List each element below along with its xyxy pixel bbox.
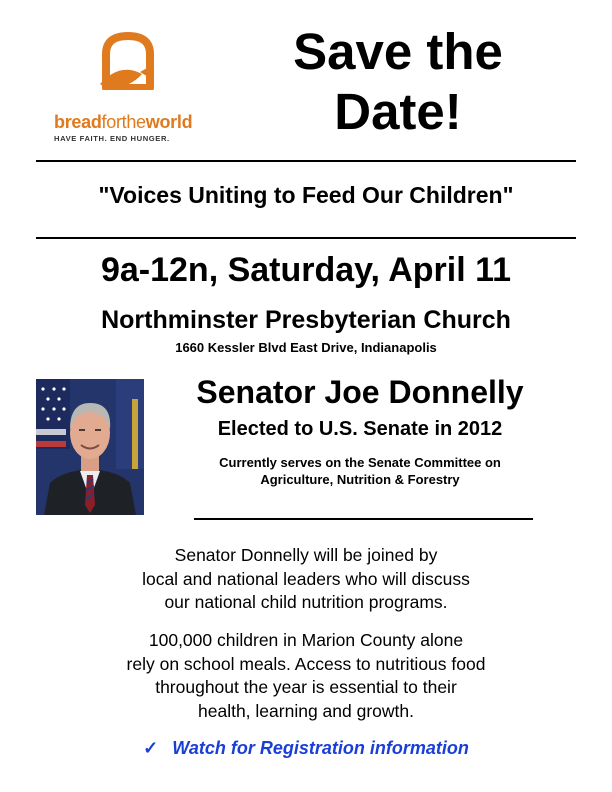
registration-notice-label: Watch for Registration information [172,738,469,758]
registration-notice [60,738,552,759]
paragraph-leaders-line-3: our national child nutrition programs. [164,592,448,612]
paragraph-leaders-line-1: Senator Donnelly will be joined by [174,545,438,565]
paragraph-meals-line-2: rely on school meals. Access to nutritious food [126,653,486,674]
divider-speaker [194,518,533,520]
speaker-role: Elected to U.S. Senate in 2012 [217,418,503,440]
event-venue: Northminster Presbyterian Church [101,306,511,334]
event-address: 1660 Kessler Blvd East Drive, Indianapolis [175,340,437,355]
paragraph-meals-line-4: health, learning and growth. [198,700,414,721]
paragraph-meals-line-1: 100,000 children in Marion County alone [148,630,464,650]
paragraph-leaders [60,544,552,615]
speaker-name: Senator Joe Donnelly [196,374,524,410]
event-subtitle: "Voices Uniting to Feed Our Children" [98,182,514,208]
bread-for-the-world-logo [52,28,212,146]
event-date-time: 9a-12n, Saturday, April 11 [100,251,512,289]
committee-line-2: Agriculture, Nutrition & Forestry [260,472,460,487]
senator-portrait [36,379,144,515]
paragraph-leaders-line-2: local and national leaders who will discuss [142,568,470,589]
logo-word-world: world [145,112,193,132]
divider-middle [36,237,576,239]
bread-loaf-fish-icon [96,28,160,108]
logo-wordmark [54,112,192,133]
paragraph-meals-line-3: throughout the year is essential to their [155,677,457,697]
logo-word-bread: bread [54,112,102,132]
logo-word-forthe: forthe [101,112,146,132]
logo-tagline: HAVE FAITH. END HUNGER. [54,134,170,143]
headline-line-1: Save the [293,23,503,80]
divider-top [36,160,576,162]
checkmark-icon: ✓ [143,738,159,758]
headline-line-2: Date! [334,83,462,140]
save-the-date-headline [250,22,546,142]
committee-line-1: Currently serves on the Senate Committee on [219,455,501,470]
paragraph-school-meals [60,629,552,723]
speaker-committee [160,454,560,488]
